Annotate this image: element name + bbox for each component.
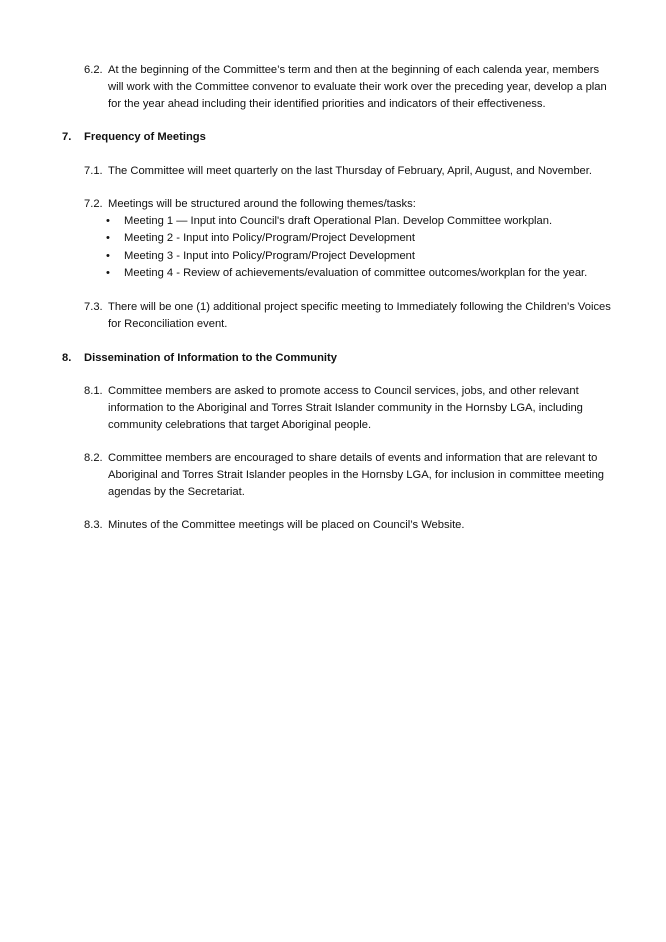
clause-7-2 (84, 196, 614, 213)
clause-text: Minutes of the Committee meetings will be placed on Council’s Website. (108, 519, 465, 531)
list-item-text: Meeting 3 - Input into Policy/Program/Project Development (124, 249, 416, 262)
clause-number: 7.2. (84, 198, 103, 210)
clause-number: 8.3. (84, 519, 103, 531)
list-item (104, 230, 624, 247)
clause-number: 8.1. (84, 385, 103, 397)
meeting-themes-list (104, 213, 624, 282)
list-item (104, 213, 624, 230)
clause-number: 6.2. (84, 64, 103, 76)
clause-text: Committee members are encouraged to share details of events and information that are relevant to Aboriginal and Torres Strait Islander peoples in the Hornsby LGA, for inclusion in committee meeting agendas by the Secretariat. (108, 452, 605, 498)
bullet-icon: • (106, 249, 110, 262)
clause-7-1 (84, 163, 614, 180)
list-item-text: Meeting 1 — Input into Council's draft Operational Plan. Develop Committee workplan. (124, 215, 553, 227)
clause-text: The Committee will meet quarterly on the last Thursday of February, April, August, and November. (108, 165, 592, 177)
clause-number: 8.2. (84, 452, 103, 464)
list-item-text: Meeting 2 - Input into Policy/Program/Project Development (124, 232, 416, 245)
section-heading-7 (62, 129, 622, 146)
clause-8-3 (84, 517, 614, 534)
clause-8-1 (84, 383, 614, 434)
clause-text: At the beginning of the Committee’s term and then at the beginning of each calenda year, members will work with the Committee convenor to evaluate their work over the preceding year, develop a plan for the year ahead including their identified priorities and indicators of their effectiveness. (108, 64, 607, 110)
section-title: Frequency of Meetings (84, 131, 206, 143)
clause-text: Meetings will be structured around the following themes/tasks: (108, 198, 416, 210)
bullet-icon: • (106, 266, 110, 279)
bullet-icon: • (106, 232, 110, 245)
bullet-icon: • (106, 215, 110, 227)
clause-8-2 (84, 450, 614, 501)
list-item (104, 265, 624, 282)
clause-6-2 (84, 62, 614, 113)
section-heading-8 (62, 350, 622, 367)
clause-number: 7.3. (84, 301, 103, 313)
clause-text: There will be one (1) additional project specific meeting to Immediately following the Children’s Voices for Reconciliation event. (108, 301, 611, 330)
clause-7-3 (84, 299, 614, 333)
section-title: Dissemination of Information to the Community (84, 352, 337, 364)
clause-text: Committee members are asked to promote access to Council services, jobs, and other relevant information to the Aboriginal and Torres Strait Islander community in the Hornsby LGA, including community celebrations that target Aboriginal people. (108, 385, 583, 431)
clause-number: 7.1. (84, 165, 103, 177)
list-item-text: Meeting 4 - Review of achievements/evaluation of committee outcomes/workplan for the year. (124, 266, 588, 279)
section-number: 8. (62, 352, 72, 364)
list-item (104, 248, 624, 265)
section-number: 7. (62, 131, 72, 143)
